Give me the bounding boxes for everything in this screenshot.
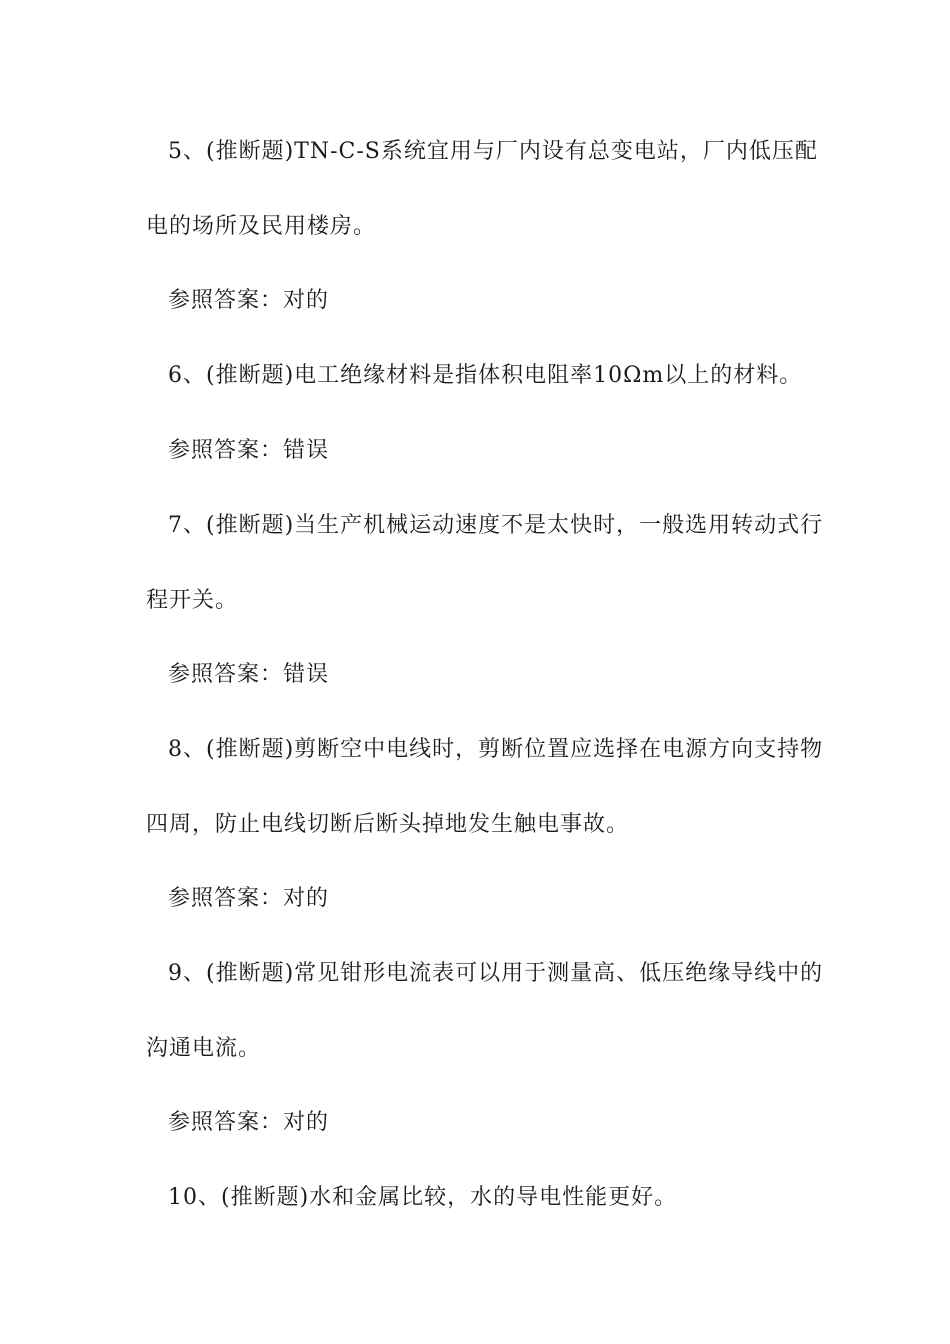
- question-7-text-line2: 程开关。: [146, 588, 239, 613]
- question-5-answer: 参照答案：对的: [168, 288, 330, 313]
- question-7-text-line1: 7、(推断题)当生产机械运动速度不是太快时，一般选用转动式行: [168, 513, 824, 538]
- question-5-text-line1: 5、(推断题)TN-C-S系统宜用与厂内设有总变电站，厂内低压配: [168, 139, 818, 164]
- question-8-text-line1: 8、(推断题)剪断空中电线时，剪断位置应选择在电源方向支持物: [168, 737, 824, 762]
- question-10-text-line1: 10、(推断题)水和金属比较，水的导电性能更好。: [168, 1185, 678, 1210]
- question-9-answer: 参照答案：对的: [168, 1110, 330, 1135]
- question-8-answer: 参照答案：对的: [168, 886, 330, 911]
- question-9-text-line1: 9、(推断题)常见钳形电流表可以用于测量高、低压绝缘导线中的: [168, 961, 824, 986]
- question-5-text-line2: 电的场所及民用楼房。: [146, 214, 377, 239]
- question-8-text-line2: 四周，防止电线切断后断头掉地发生触电事故。: [146, 812, 630, 837]
- question-6-answer: 参照答案：错误: [168, 438, 330, 463]
- question-7-answer: 参照答案：错误: [168, 662, 330, 687]
- question-9-text-line2: 沟通电流。: [146, 1036, 262, 1061]
- question-6-text-line1: 6、(推断题)电工绝缘材料是指体积电阻率10Ωm以上的材料。: [168, 363, 803, 388]
